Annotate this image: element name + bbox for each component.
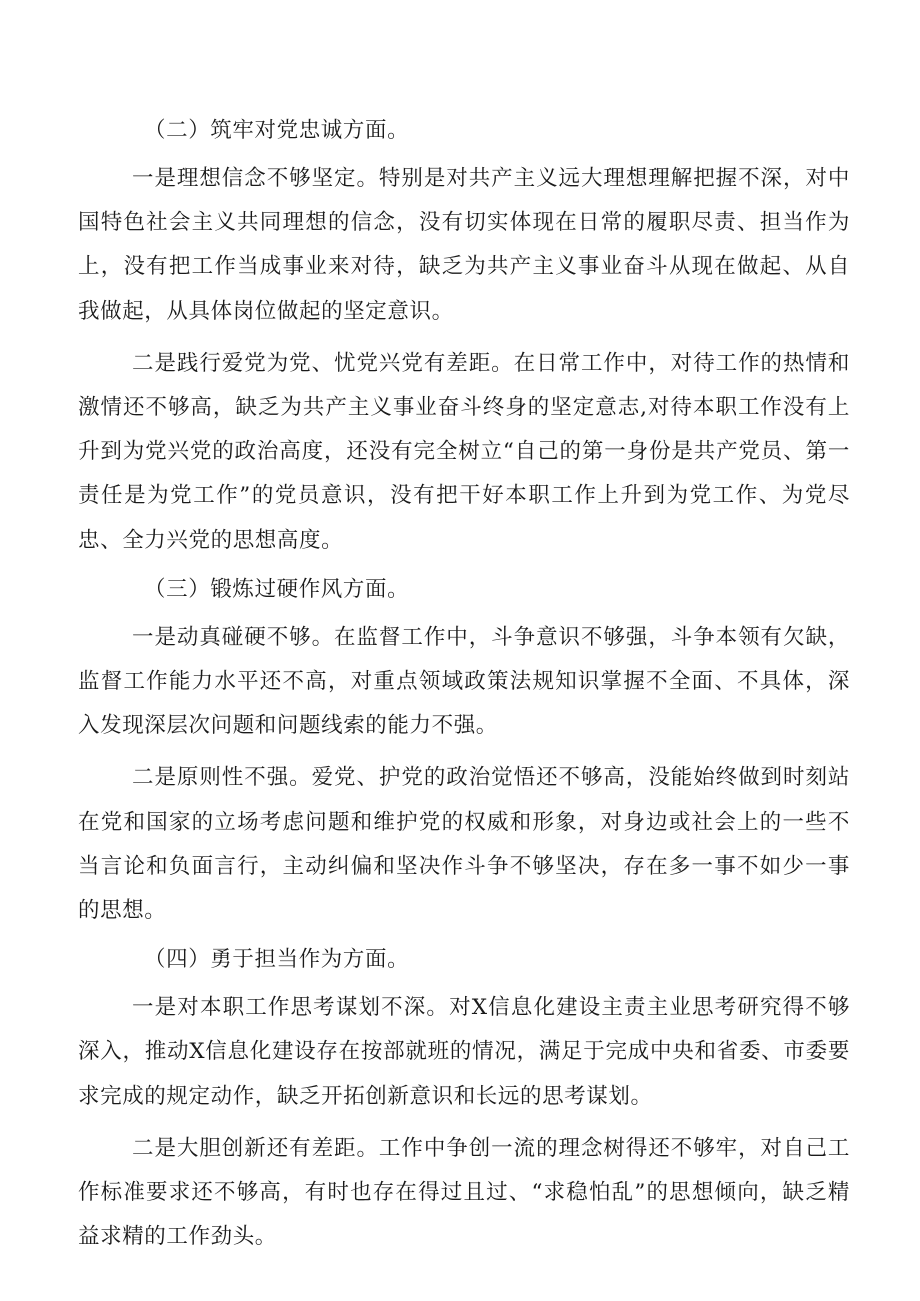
- paragraph-tough-action: 一是动真碰硬不够。在监督工作中，斗争意识不够强，斗争本领有欠缺，监督工作能力水平还不高，对重点领域政策法规知识掌握不全面、不具体，深入发现深层次问题和问题线索的能力不强。: [78, 624, 850, 739]
- paragraph-innovation: 二是大胆创新还有差距。工作中争创一流的理念树得还不够牢，对自己工作标准要求还不够高，有时也存在得过且过、“求稳怕乱”的思想倾向，缺乏精益求精的工作劲头。: [78, 1135, 850, 1250]
- paragraph-ideal-belief: 一是理想信念不够坚定。特别是对共产主义远大理想理解把握不深，对中国特色社会主义共同理想的信念，没有切实体现在日常的履职尽责、担当作为上，没有把工作当成事业来对待，缺乏为共产主义事业奋斗从现在做起、从自我做起，从具体岗位做起的坚定意识。: [78, 166, 850, 324]
- section-heading-3: （三）锻炼过硬作风方面。: [144, 576, 410, 602]
- paragraph-love-party: 二是践行爱党为党、忧党兴党有差距。在日常工作中，对待工作的热情和激情还不够高，缺乏为共产主义事业奋斗终身的坚定意志,对待本职工作没有上升到为党兴党的政治高度，还没有完全树立“自己的第一身份是共产党员、第一责任是为党工作”的党员意识，没有把干好本职工作上升到为党工作、为党尽忠、全力兴党的思想高度。: [78, 350, 850, 553]
- section-heading-2: （二）筑牢对党忠诚方面。: [144, 118, 410, 143]
- document-body: [78, 112, 850, 1265]
- paragraph-principle: 二是原则性不强。爱党、护党的政治觉悟还不够高，没能始终做到时刻站在党和国家的立场考虑问题和维护党的权威和形象，对身边或社会上的一些不当言论和负面言行，主动纠偏和坚决作斗争不够坚决，存在多一事不如少一事的思想。: [78, 765, 850, 924]
- section-heading-4: （四）勇于担当作为方面。: [144, 947, 410, 973]
- paragraph-planning: 一是对本职工作思考谋划不深。对X信息化建设主责主业思考研究得不够深入，推动X信息化建设存在按部就班的情况，满足于完成中央和省委、市委要求完成的规定动作，缺乏开拓创新意识和长远的思考谋划。: [78, 995, 850, 1109]
